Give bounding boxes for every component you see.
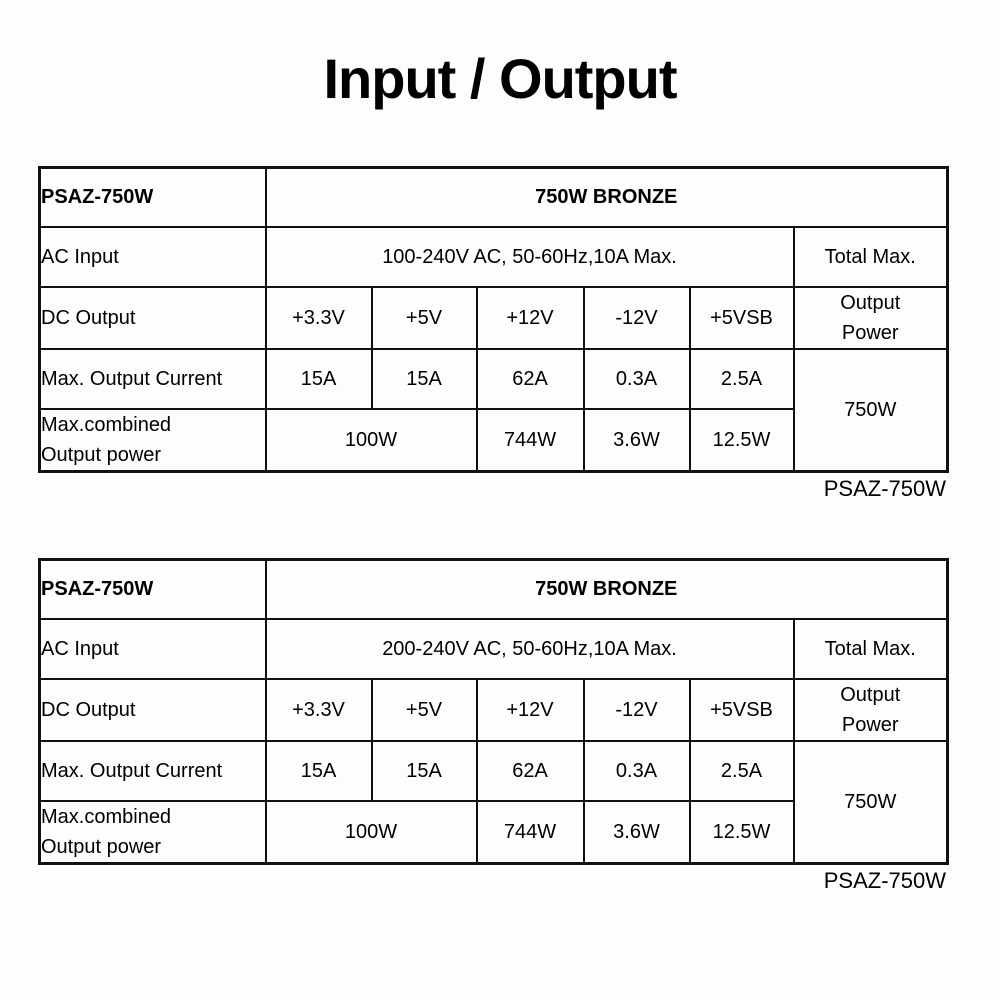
table-row-ac-input	[40, 227, 948, 287]
rail-3v3: +3.3V	[266, 287, 372, 349]
max-combined-label-line2: Output power	[41, 444, 162, 467]
ac-input-label: AC Input	[40, 619, 266, 679]
max-current-12v: 62A	[477, 349, 584, 409]
rail-5vsb: +5VSB	[690, 679, 794, 741]
rail-neg12v: -12V	[584, 287, 690, 349]
max-current-5vsb: 2.5A	[690, 741, 794, 801]
total-output-power: 750W	[794, 741, 948, 864]
table-row-max-current	[40, 741, 948, 801]
series-cell: 750W BRONZE	[266, 167, 948, 227]
model-cell: PSAZ-750W	[40, 167, 266, 227]
max-combined-label	[40, 409, 266, 472]
combined-12v: 744W	[477, 409, 584, 472]
model-caption: PSAZ-750W	[823, 868, 946, 894]
page-title: Input / Output	[323, 47, 677, 110]
max-current-5v: 15A	[372, 349, 477, 409]
max-current-3v3: 15A	[266, 741, 372, 801]
combined-3v3-5v: 100W	[266, 409, 477, 472]
max-combined-label-line2: Output power	[41, 836, 162, 859]
spec-block-100-240v	[38, 166, 946, 503]
table-row-header	[40, 167, 948, 227]
spec-table-200-240v	[38, 558, 949, 866]
combined-12v: 744W	[477, 801, 584, 864]
combined-3v3-5v: 100W	[266, 801, 477, 864]
combined-5vsb: 12.5W	[690, 801, 794, 864]
table-row-dc-output	[40, 287, 948, 349]
rail-12v: +12V	[477, 679, 584, 741]
rail-neg12v: -12V	[584, 679, 690, 741]
rail-5v: +5V	[372, 679, 477, 741]
max-current-12v: 62A	[477, 741, 584, 801]
max-current-5v: 15A	[372, 741, 477, 801]
output-power-label-line2: Power	[841, 714, 899, 737]
output-power-label-line1: Output	[840, 292, 901, 315]
total-max-label: Total Max.	[794, 227, 948, 287]
dc-output-label: DC Output	[40, 679, 266, 741]
rail-5v: +5V	[372, 287, 477, 349]
ac-input-value: 100-240V AC, 50-60Hz,10A Max.	[266, 227, 794, 287]
model-caption: PSAZ-750W	[823, 476, 946, 502]
max-combined-label	[40, 801, 266, 864]
spec-table-100-240v	[38, 166, 949, 474]
output-power-label	[794, 679, 948, 741]
max-combined-label-line1: Max.combined	[41, 806, 172, 829]
total-max-label: Total Max.	[794, 619, 948, 679]
combined-neg12v: 3.6W	[584, 801, 690, 864]
max-current-neg12v: 0.3A	[584, 741, 690, 801]
series-cell: 750W BRONZE	[266, 559, 948, 619]
rail-12v: +12V	[477, 287, 584, 349]
table-row-max-current	[40, 349, 948, 409]
table-row-dc-output	[40, 679, 948, 741]
rail-3v3: +3.3V	[266, 679, 372, 741]
ac-input-value: 200-240V AC, 50-60Hz,10A Max.	[266, 619, 794, 679]
output-power-label-line1: Output	[840, 684, 901, 707]
max-current-5vsb: 2.5A	[690, 349, 794, 409]
max-current-label: Max. Output Current	[40, 349, 266, 409]
max-current-label: Max. Output Current	[40, 741, 266, 801]
combined-5vsb: 12.5W	[690, 409, 794, 472]
dc-output-label: DC Output	[40, 287, 266, 349]
max-current-3v3: 15A	[266, 349, 372, 409]
max-current-neg12v: 0.3A	[584, 349, 690, 409]
rail-5vsb: +5VSB	[690, 287, 794, 349]
combined-neg12v: 3.6W	[584, 409, 690, 472]
spec-block-200-240v	[38, 558, 946, 895]
table-row-header	[40, 559, 948, 619]
output-power-label-line2: Power	[841, 322, 899, 345]
output-power-label	[794, 287, 948, 349]
model-cell: PSAZ-750W	[40, 559, 266, 619]
ac-input-label: AC Input	[40, 227, 266, 287]
max-combined-label-line1: Max.combined	[41, 414, 172, 437]
total-output-power: 750W	[794, 349, 948, 472]
table-row-ac-input	[40, 619, 948, 679]
